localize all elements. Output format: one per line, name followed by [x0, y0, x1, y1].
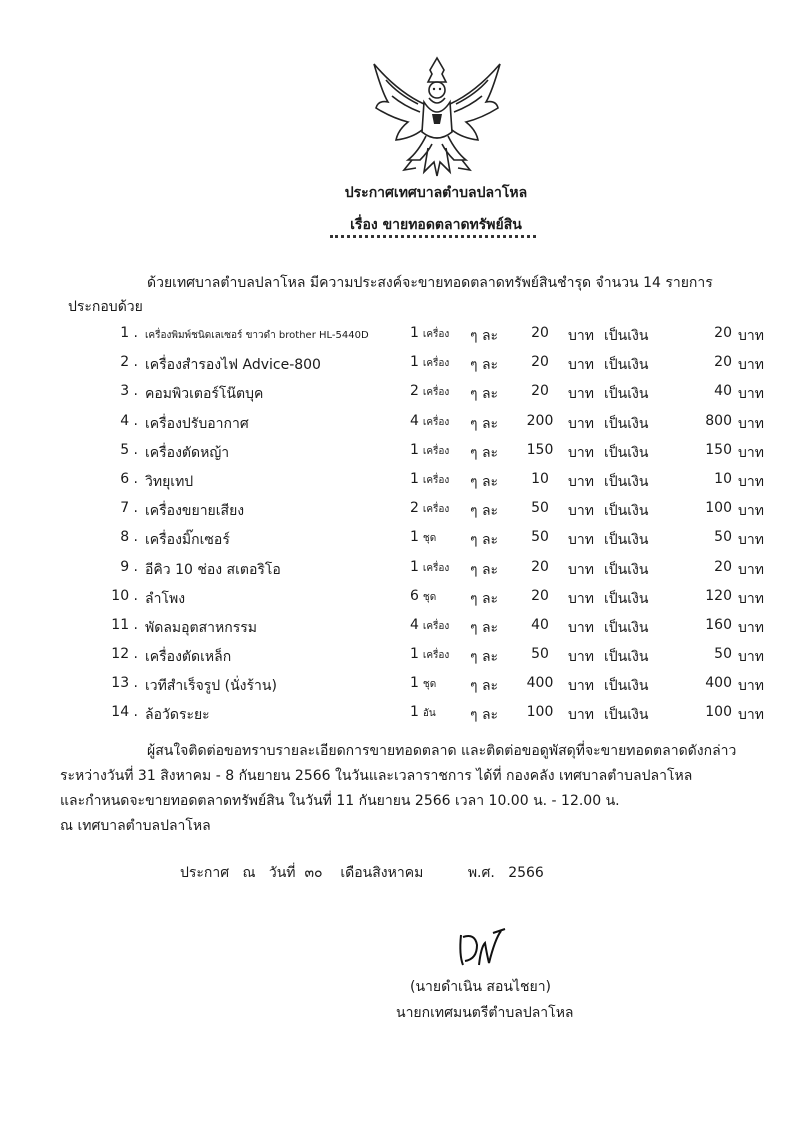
item-unit-price: 50	[531, 529, 549, 546]
item-quantity-unit: เครื่อง	[422, 387, 450, 399]
item-total-label: เป็นเงิน	[604, 357, 649, 374]
item-total: 400	[705, 675, 732, 692]
details-line-3: และกำหนดจะขายทอดตลาดทรัพย์สิน ในวันที่ 11 กันยายน 2566 เวลา 10.00 น. - 12.00 น.	[60, 793, 620, 809]
item-total-label: เป็นเงิน	[604, 386, 649, 403]
item-total-currency: บาท	[738, 707, 764, 724]
intro-line-1: ด้วยเทศบาลตำบลปลาโหล มีความประสงค์จะขายทอดตลาดทรัพย์สินชำรุด จำนวน 14 รายการ	[147, 275, 713, 291]
item-total-currency: บาท	[738, 357, 764, 374]
item-quantity	[410, 675, 436, 692]
item-name: เครื่องมิ๊กเซอร์	[145, 532, 230, 549]
document-title: ประกาศเทศบาลตำบลปลาโหล	[344, 185, 528, 201]
item-quantity	[410, 704, 436, 721]
item-total: 10	[714, 470, 732, 487]
item-unit-price: 20	[531, 325, 549, 341]
item-total-currency: บาท	[738, 619, 764, 636]
item-total-label: เป็นเงิน	[604, 561, 649, 578]
item-each-label: ๆ ละ	[470, 590, 499, 607]
item-quantity	[410, 588, 436, 605]
item-name: เครื่องสำรองไฟ Advice-800	[145, 357, 321, 374]
item-quantity-unit: เครื่อง	[422, 329, 450, 340]
item-quantity	[410, 442, 449, 459]
item-unit-price: 150	[526, 441, 554, 458]
item-quantity-value: 1	[410, 470, 419, 487]
item-unit-price: 100	[526, 704, 554, 721]
item-total-label: เป็นเงิน	[604, 328, 649, 344]
item-price-currency: บาท	[568, 649, 594, 666]
item-each-label: ๆ ละ	[470, 415, 499, 432]
item-total-currency: บาท	[738, 532, 764, 549]
item-each-label: ๆ ละ	[470, 328, 499, 344]
item-price-currency: บาท	[568, 386, 594, 403]
item-number: 1 .	[120, 325, 138, 341]
item-row	[0, 675, 800, 704]
item-unit-price: 20	[531, 383, 549, 400]
item-quantity-unit: ชุด	[422, 533, 437, 545]
item-row	[0, 617, 800, 646]
item-quantity-value: 4	[410, 616, 419, 633]
item-row	[0, 646, 800, 675]
item-total-currency: บาท	[738, 678, 764, 695]
item-row	[0, 413, 800, 442]
announce-day: ๓๐	[304, 865, 323, 881]
garuda-emblem-icon	[368, 52, 506, 180]
item-total: 40	[714, 383, 732, 400]
item-number: 12 .	[111, 646, 138, 663]
item-each-label: ๆ ละ	[470, 649, 499, 666]
item-total-label: เป็นเงิน	[604, 590, 649, 607]
announce-era: พ.ศ.	[467, 865, 495, 881]
item-row	[0, 442, 800, 471]
item-quantity-value: 1	[410, 675, 419, 692]
item-total-currency: บาท	[738, 386, 764, 403]
item-quantity-unit: เครื่อง	[422, 504, 450, 516]
item-quantity-unit: เครื่อง	[422, 358, 450, 370]
item-quantity	[410, 354, 449, 371]
document-subject: เรื่อง ขายทอดตลาดทรัพย์สิน	[350, 217, 522, 233]
item-total-label: เป็นเงิน	[604, 415, 649, 432]
item-name: วิทยุเทป	[145, 473, 194, 490]
item-quantity-value: 2	[410, 500, 419, 517]
item-total: 20	[714, 558, 732, 575]
item-each-label: ๆ ละ	[470, 532, 499, 549]
item-unit-price: 20	[531, 587, 549, 604]
item-row	[0, 325, 800, 354]
item-quantity-unit: เครื่อง	[422, 416, 450, 428]
item-row	[0, 354, 800, 383]
item-unit-price: 10	[531, 470, 549, 487]
item-quantity	[410, 529, 436, 546]
item-total: 150	[705, 441, 732, 458]
item-each-label: ๆ ละ	[470, 678, 499, 695]
item-each-label: ๆ ละ	[470, 619, 499, 636]
item-total-label: เป็นเงิน	[604, 649, 649, 666]
dotted-divider	[330, 235, 536, 238]
item-quantity	[410, 325, 449, 342]
item-unit-price: 40	[531, 616, 549, 633]
item-quantity-value: 1	[410, 646, 419, 663]
item-price-currency: บาท	[568, 503, 594, 520]
item-total-label: เป็นเงิน	[604, 532, 649, 549]
item-total-label: เป็นเงิน	[604, 707, 649, 724]
item-total-currency: บาท	[738, 444, 764, 461]
announce-year: 2566	[508, 865, 544, 881]
item-total-label: เป็นเงิน	[604, 473, 649, 490]
item-quantity-value: 6	[410, 587, 419, 604]
item-row	[0, 471, 800, 500]
item-number: 10 .	[111, 587, 138, 604]
item-quantity-value: 1	[410, 529, 419, 546]
item-name: ล้อวัดระยะ	[145, 707, 210, 724]
item-unit-price: 50	[531, 500, 549, 517]
item-quantity-unit: เครื่อง	[422, 650, 450, 662]
item-total: 100	[705, 704, 732, 721]
item-total-currency: บาท	[738, 503, 764, 520]
details-line-1: ผู้สนใจติดต่อขอทราบรายละเอียดการขายทอดตลาด และติดต่อขอดูพัสดุที่จะขายทอดตลาดดังกล่าว	[147, 743, 737, 759]
item-quantity-unit: ชุด	[422, 591, 437, 603]
item-quantity-unit: เครื่อง	[422, 562, 450, 574]
item-number: 14 .	[111, 704, 138, 721]
item-row	[0, 559, 800, 588]
item-total: 20	[714, 325, 732, 341]
item-quantity-unit: เครื่อง	[422, 620, 450, 632]
item-total-currency: บาท	[738, 328, 764, 344]
item-number: 6 .	[120, 470, 138, 487]
item-total-currency: บาท	[738, 649, 764, 666]
item-quantity-unit: ชุด	[422, 679, 437, 691]
item-name: เครื่องพิมพ์ชนิดเลเซอร์ ขาวดำ brother HL-5440D	[145, 330, 369, 341]
item-each-label: ๆ ละ	[470, 386, 499, 403]
item-quantity-value: 1	[410, 704, 419, 721]
item-quantity	[410, 617, 449, 634]
item-total-label: เป็นเงิน	[604, 503, 649, 520]
details-line-2: ระหว่างวันที่ 31 สิงหาคม - 8 กันยายน 2566 ในวันและเวลาราชการ ได้ที่ กองคลัง เทศบาลตำบลปลาโหล	[60, 768, 693, 784]
item-name: เวทีสำเร็จรูป (นั่งร้าน)	[145, 678, 277, 695]
item-total: 160	[705, 616, 732, 633]
item-total-currency: บาท	[738, 415, 764, 432]
item-price-currency: บาท	[568, 590, 594, 607]
item-number: 5 .	[120, 441, 138, 458]
item-list	[0, 325, 800, 734]
item-total: 100	[705, 500, 732, 517]
announce-month: เดือนสิงหาคม	[340, 865, 424, 881]
item-number: 2 .	[120, 354, 138, 371]
item-total-label: เป็นเงิน	[604, 444, 649, 461]
item-row	[0, 704, 800, 733]
item-number: 3 .	[120, 383, 138, 400]
item-name: คอมพิวเตอร์โน๊ตบุค	[145, 386, 264, 403]
item-each-label: ๆ ละ	[470, 561, 499, 578]
item-name: ลำโพง	[145, 590, 186, 607]
item-quantity	[410, 500, 449, 517]
item-number: 11 .	[111, 616, 138, 633]
item-price-currency: บาท	[568, 328, 594, 344]
item-number: 9 .	[120, 558, 138, 575]
item-total: 120	[705, 587, 732, 604]
signatory-position: นายกเทศมนตรีตำบลปลาโหล	[396, 1005, 574, 1021]
intro-line-2: ประกอบด้วย	[68, 299, 143, 315]
item-quantity-value: 4	[410, 412, 419, 429]
signatory-name: (นายดำเนิน สอนไชยา)	[410, 979, 552, 995]
item-quantity-value: 1	[410, 325, 419, 341]
item-each-label: ๆ ละ	[470, 357, 499, 374]
item-quantity-value: 2	[410, 383, 419, 400]
item-unit-price: 400	[526, 675, 554, 692]
details-line-4: ณ เทศบาลตำบลปลาโหล	[60, 818, 211, 834]
item-price-currency: บาท	[568, 678, 594, 695]
item-each-label: ๆ ละ	[470, 707, 499, 724]
item-quantity-unit: เครื่อง	[422, 474, 450, 486]
item-name: เครื่องขยายเสียง	[145, 503, 245, 520]
item-quantity	[410, 646, 449, 663]
announce-date-label: วันที่	[268, 865, 296, 881]
item-number: 8 .	[120, 529, 138, 546]
item-total-currency: บาท	[738, 473, 764, 490]
item-row	[0, 588, 800, 617]
item-row	[0, 500, 800, 529]
item-total-currency: บาท	[738, 590, 764, 607]
item-total: 800	[705, 412, 732, 429]
item-each-label: ๆ ละ	[470, 473, 499, 490]
item-row	[0, 529, 800, 558]
item-name: อีคิว 10 ช่อง สเตอริโอ	[145, 561, 281, 578]
item-price-currency: บาท	[568, 415, 594, 432]
item-total-label: เป็นเงิน	[604, 678, 649, 695]
item-total-currency: บาท	[738, 561, 764, 578]
item-quantity-value: 1	[410, 354, 419, 371]
item-quantity	[410, 413, 449, 430]
item-quantity	[410, 559, 449, 576]
item-name: เครื่องปรับอากาศ	[145, 415, 249, 432]
item-name: เครื่องตัดหญ้า	[145, 444, 230, 461]
handwritten-signature	[455, 925, 515, 970]
item-quantity	[410, 383, 449, 400]
item-price-currency: บาท	[568, 444, 594, 461]
announcement-date	[180, 862, 544, 884]
item-price-currency: บาท	[568, 473, 594, 490]
item-quantity-value: 1	[410, 441, 419, 458]
item-price-currency: บาท	[568, 561, 594, 578]
item-quantity-value: 1	[410, 558, 419, 575]
item-price-currency: บาท	[568, 357, 594, 374]
item-unit-price: 50	[531, 646, 549, 663]
item-number: 7 .	[120, 500, 138, 517]
item-quantity-unit: อัน	[422, 708, 436, 720]
item-unit-price: 20	[531, 558, 549, 575]
item-price-currency: บาท	[568, 532, 594, 549]
item-price-currency: บาท	[568, 707, 594, 724]
item-total: 50	[714, 646, 732, 663]
item-unit-price: 200	[526, 412, 554, 429]
item-quantity	[410, 471, 449, 488]
item-name: เครื่องตัดเหล็ก	[145, 649, 232, 666]
announce-at: ณ	[242, 865, 256, 881]
item-total: 50	[714, 529, 732, 546]
item-name: พัดลมอุตสาหกรรม	[145, 619, 258, 636]
item-each-label: ๆ ละ	[470, 444, 499, 461]
item-total-label: เป็นเงิน	[604, 619, 649, 636]
item-row	[0, 383, 800, 412]
item-each-label: ๆ ละ	[470, 503, 499, 520]
item-number: 4 .	[120, 412, 138, 429]
item-total: 20	[714, 354, 732, 371]
item-quantity-unit: เครื่อง	[422, 445, 450, 457]
item-unit-price: 20	[531, 354, 549, 371]
item-price-currency: บาท	[568, 619, 594, 636]
announce-label: ประกาศ	[180, 865, 230, 881]
item-number: 13 .	[111, 675, 138, 692]
